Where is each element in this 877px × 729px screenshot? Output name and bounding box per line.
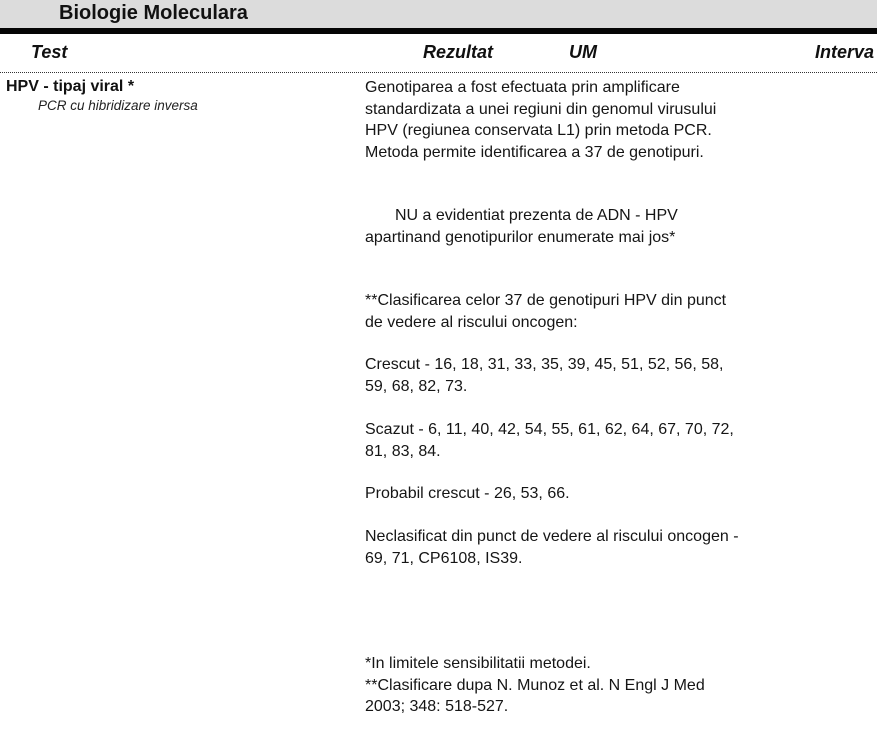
classification-intro — [365, 290, 865, 333]
section-title: Biologie Moleculara — [59, 2, 248, 24]
text-line: apartinand genotipurilor enumerate mai jos* — [365, 228, 676, 246]
test-name: HPV - tipaj viral * — [6, 78, 135, 95]
text-line: NU a evidentiat prezenta de ADN - HPV — [395, 207, 678, 224]
text-line: 59, 68, 82, 73. — [365, 377, 468, 395]
low-risk-genotypes — [365, 419, 865, 462]
test-method: PCR cu hibridizare inversa — [38, 98, 198, 113]
section-header-bar — [0, 0, 877, 28]
footnote-citation: **Clasificare dupa N. Munoz et al. N Engl J Med — [365, 676, 705, 694]
text-line: 69, 71, CP6108, IS39. — [365, 549, 523, 567]
text-line: **Clasificarea celor 37 de genotipuri HPV din punct — [365, 292, 727, 309]
text-line: Crescut - 16, 18, 31, 33, 35, 39, 45, 51, 52, 56, 58, — [365, 356, 724, 373]
result-conclusion — [365, 205, 865, 248]
unclassified-genotypes — [365, 526, 865, 569]
text-line: 81, 83, 84. — [365, 442, 441, 460]
footnote-sensitivity: *In limitele sensibilitatii metodei. — [365, 655, 591, 672]
text-line: de vedere al riscului oncogen: — [365, 313, 578, 331]
section-divider — [0, 28, 877, 34]
column-header-result: Rezultat — [423, 42, 494, 62]
text-line: Neclasificat din punct de vedere al riscului oncogen - — [365, 528, 739, 545]
text-line: Scazut - 6, 11, 40, 42, 54, 55, 61, 62, 64, 67, 70, 72, — [365, 421, 734, 438]
header-dotted-divider — [0, 72, 877, 73]
probable-high-risk-genotypes — [365, 483, 865, 505]
text-line: standardizata a unei regiuni din genomul virusului — [365, 100, 717, 118]
footnotes — [365, 653, 865, 718]
column-header-unit: UM — [569, 42, 597, 62]
column-header-interval: Interva — [815, 42, 875, 62]
method-description — [365, 77, 865, 163]
column-header-test: Test — [31, 42, 68, 62]
text-line: Metoda permite identificarea a 37 de genotipuri. — [365, 143, 704, 161]
text-line: Genotiparea a fost efectuata prin amplificare — [365, 79, 680, 96]
text-line: HPV (regiunea conservata L1) prin metoda PCR. — [365, 122, 712, 139]
footnote-citation-cont: 2003; 348: 518-527. — [365, 698, 509, 715]
high-risk-genotypes — [365, 354, 865, 397]
text-line: Probabil crescut - 26, 53, 66. — [365, 485, 570, 502]
